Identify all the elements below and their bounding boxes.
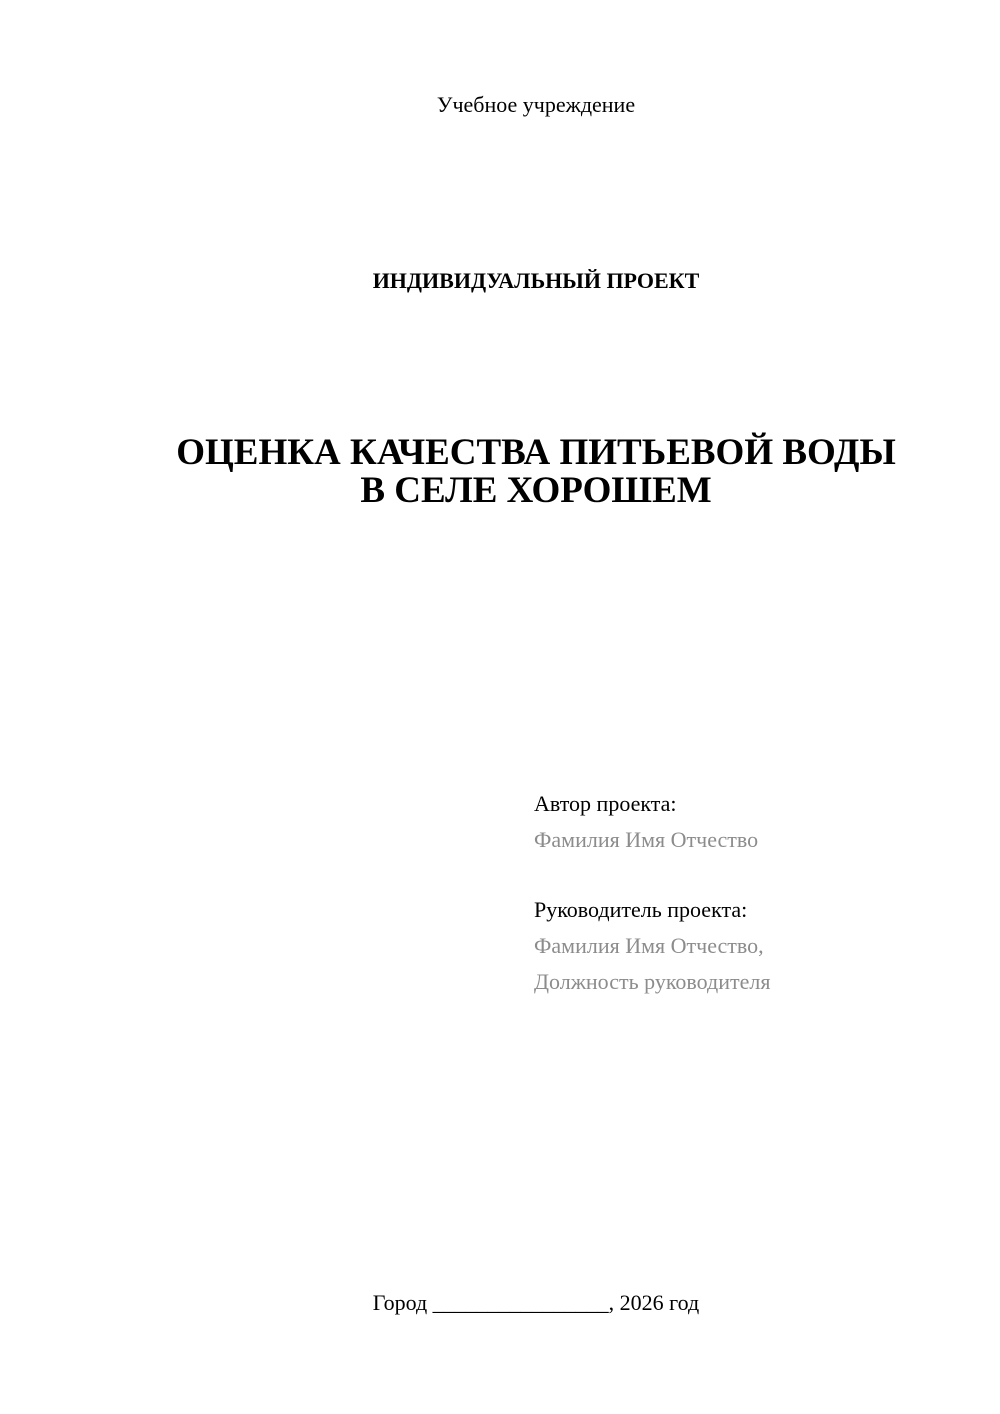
supervisor-position-placeholder: Должность руководителя	[534, 969, 771, 994]
document-type: ИНДИВИДУАЛЬНЫЙ ПРОЕКТ	[372, 268, 700, 293]
author-label: Автор проекта:	[534, 791, 677, 816]
project-title-line-2: В СЕЛЕ ХОРОШЕМ	[360, 470, 712, 511]
project-title	[0, 434, 1000, 510]
institution-name: Учебное учреждение	[436, 92, 636, 117]
credits-spacer	[534, 858, 770, 892]
credits-block	[534, 786, 770, 1000]
project-title-line-1: ОЦЕНКА КАЧЕСТВА ПИТЬЕВОЙ ВОДЫ	[176, 432, 896, 473]
city-year-line: Город ________________, 2026 год	[372, 1290, 700, 1315]
supervisor-name-placeholder: Фамилия Имя Отчество,	[534, 933, 764, 958]
author-name-placeholder: Фамилия Имя Отчество	[534, 827, 759, 852]
supervisor-label: Руководитель проекта:	[534, 897, 748, 922]
